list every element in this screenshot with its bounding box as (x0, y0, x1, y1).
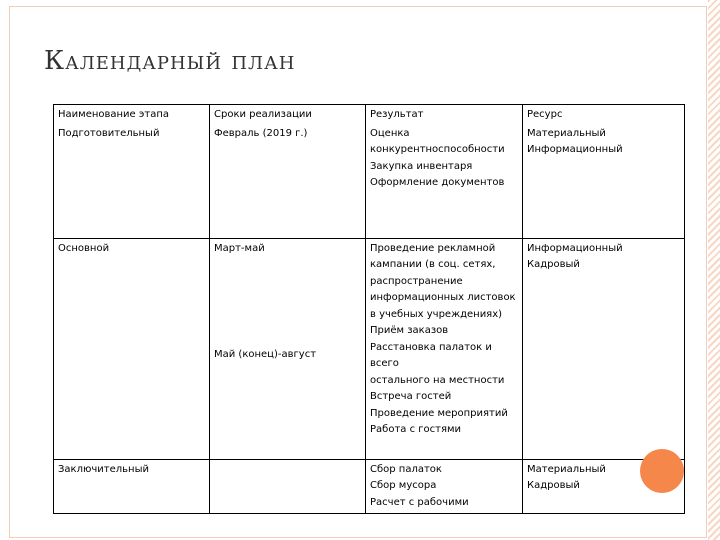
decorative-circle (640, 449, 684, 493)
header-stage: Наименование этапа (54, 105, 210, 124)
stage-cell: Заключительный (54, 459, 210, 514)
result-line: остального на местности (370, 374, 505, 386)
period-cell (210, 459, 366, 514)
table-header-row (54, 105, 685, 124)
stage-cell: Основной (54, 238, 210, 459)
result-cell (366, 238, 523, 459)
table-row (54, 124, 685, 239)
resource-line: Кадровый (527, 259, 580, 270)
result-cell (366, 459, 523, 514)
result-line: Оценка (370, 127, 410, 139)
result-line: распространение (370, 275, 463, 287)
decorative-stripe (708, 0, 720, 540)
result-line: информационных листовок (370, 292, 516, 303)
result-line: Проведение мероприятий (370, 407, 508, 419)
resource-line: Кадровый (527, 480, 580, 491)
result-line: Расчет с рабочими (370, 496, 469, 508)
result-line: Оформление документов (370, 177, 505, 188)
resource-line: Информационный (527, 144, 623, 155)
header-period: Сроки реализации (210, 105, 366, 124)
result-line: конкурентноспособности (370, 144, 505, 155)
header-result: Результат (366, 105, 523, 124)
table-row (54, 459, 685, 514)
result-line: Проведение рекламной (370, 242, 496, 254)
resource-cell (523, 124, 685, 239)
result-line: кампании (в соц. сетях, (370, 259, 496, 270)
resource-line: Материальный (527, 127, 606, 139)
table-row (54, 238, 685, 459)
period-cell (210, 238, 366, 459)
calendar-plan-table (53, 104, 685, 514)
resource-cell (523, 238, 685, 459)
result-line: Расстановка палаток и всего (370, 341, 492, 369)
result-line: Встреча гостей (370, 391, 452, 402)
period-line: Май (конец)-август (214, 349, 317, 360)
result-line: Сбор палаток (370, 463, 442, 475)
result-cell (366, 124, 523, 239)
period-line: Март-май (214, 242, 265, 254)
result-line: в учебных учреждениях) (370, 308, 503, 320)
resource-line: Информационный (527, 242, 623, 254)
result-line: Работа с гостями (370, 424, 462, 435)
result-line: Закупка инвентаря (370, 160, 473, 172)
header-resource: Ресурс (523, 105, 685, 124)
period-cell: Февраль (2019 г.) (210, 124, 366, 239)
result-line: Сбор мусора (370, 480, 437, 491)
result-line: Приём заказов (370, 325, 449, 336)
resource-line: Материальный (527, 463, 606, 475)
slide-title: Календарный план (44, 46, 296, 76)
stage-cell: Подготовительный (54, 124, 210, 239)
